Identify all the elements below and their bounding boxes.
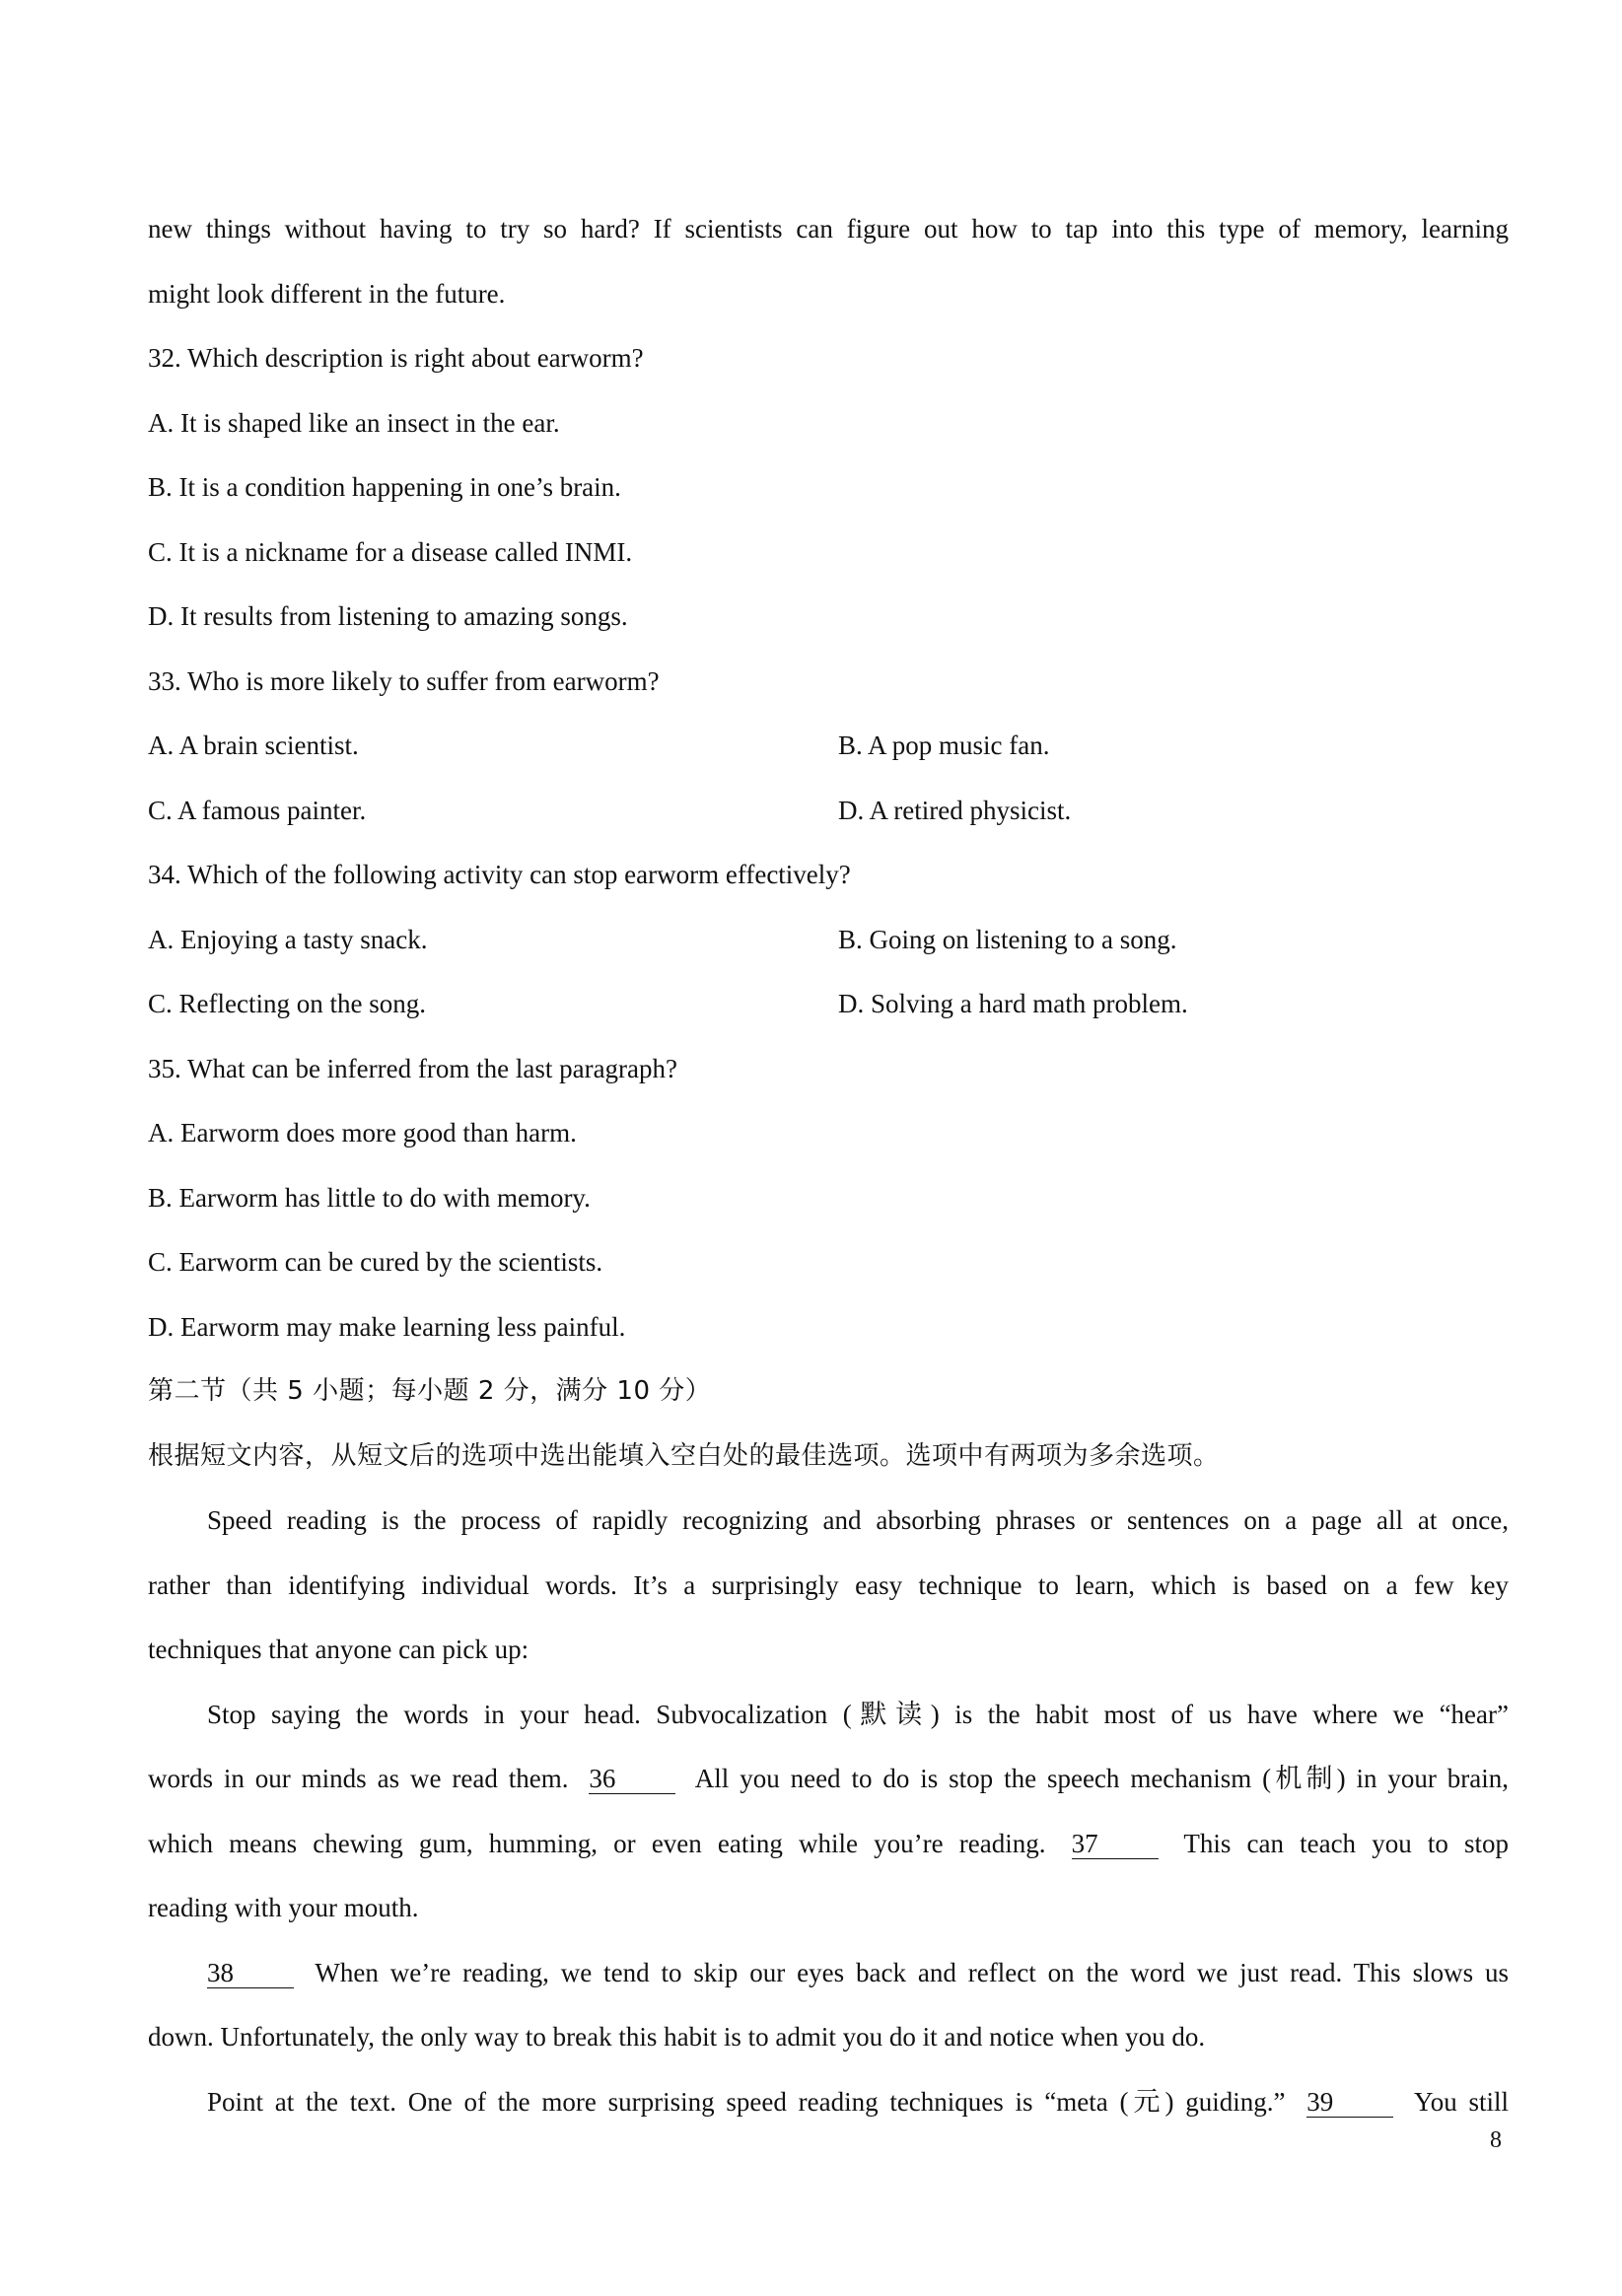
passage-text-line: techniques that anyone can pick up: [148, 1635, 529, 1664]
question-stem: 34. Which of the following activity can stop earworm effectively? [148, 860, 851, 889]
passage-text-fragment: All you need to do is stop the speech mechanism (机制) in your brain, [694, 1764, 1510, 1793]
answer-option: C. Earworm can be cured by the scientists. [148, 1247, 603, 1277]
answer-option: B. A pop music fan. [838, 731, 1050, 760]
option-row [148, 908, 1509, 973]
question-stem: 33. Who is more likely to suffer from earworm? [148, 665, 660, 696]
page-number: 8 [1490, 2127, 1502, 2153]
passage-text-line: Speed reading is the process of rapidly recognizing and absorbing phrases or sentences on a page all at once, [207, 1505, 1509, 1535]
question-stem: 32. Which description is right about earworm? [148, 343, 644, 373]
answer-option: C. It is a nickname for a disease called INMI. [148, 536, 633, 567]
passage-text-fragment: which means chewing gum, humming, or even eating while you’re reading. [148, 1828, 1046, 1858]
answer-blank-36[interactable]: 36 [589, 1764, 675, 1794]
passage-text-line [148, 1747, 1509, 1812]
passage-text-fragment: When we’re reading, we tend to skip our eyes back and reflect on the word we just read. This slows us [315, 1957, 1509, 1987]
passage-text-line: down. Unfortunately, the only way to break this habit is to admit you do it and notice when you do. [148, 2022, 1206, 2052]
document-page [148, 197, 1509, 2134]
answer-option: B. Earworm has little to do with memory. [148, 1182, 591, 1213]
answer-option: C. A famous painter. [148, 795, 367, 825]
answer-option: A. It is shaped like an insect in the ear. [148, 407, 560, 438]
answer-blank-37[interactable]: 37 [1072, 1829, 1159, 1859]
answer-option: D. Earworm may make learning less painful. [148, 1311, 626, 1342]
answer-blank-38[interactable]: 38 [207, 1958, 294, 1988]
answer-option: A. Enjoying a tasty snack. [148, 924, 428, 954]
answer-option: A. A brain scientist. [148, 731, 359, 760]
answer-option: B. It is a condition happening in one’s brain. [148, 472, 621, 502]
passage-text-fragment: words in our minds as we read them. [148, 1764, 569, 1793]
answer-option: C. Reflecting on the song. [148, 989, 426, 1018]
passage-text-line: new things without having to try so hard? If scientists can figure out how to tap into this type of memory, learning [148, 214, 1509, 244]
passage-text-line [148, 1812, 1509, 1877]
option-row [148, 714, 1509, 779]
section-instruction: 根据短文内容，从短文后的选项中选出能填入空白处的最佳选项。选项中有两项为多余选项。 [148, 1440, 1220, 1471]
answer-option: D. It results from listening to amazing songs. [148, 601, 628, 631]
section-heading: 第二节（共 5 小题；每小题 2 分，满分 10 分） [148, 1376, 712, 1406]
answer-option: B. Going on listening to a song. [838, 924, 1177, 954]
option-row [148, 779, 1509, 844]
passage-text-line [148, 1941, 1509, 2006]
passage-text-fragment: This can teach you to stop [1183, 1828, 1510, 1858]
passage-text-line: might look different in the future. [148, 278, 506, 309]
passage-text-line [148, 2070, 1509, 2135]
answer-blank-39[interactable]: 39 [1306, 2087, 1393, 2118]
answer-option: D. Solving a hard math problem. [838, 989, 1188, 1018]
passage-text-fragment: Point at the text. One of the more surprising speed reading techniques is “meta (元) guiding.” [207, 2086, 1286, 2117]
answer-option: D. A retired physicist. [838, 795, 1072, 825]
passage-text-line: rather than identifying individual words. It’s a surprisingly easy technique to learn, which is based on a few key [148, 1569, 1509, 1600]
answer-option: A. Earworm does more good than harm. [148, 1118, 577, 1148]
passage-text-fragment: You still [1413, 2086, 1510, 2117]
passage-text-line: Stop saying the words in your head. Subvocalization (默读) is the habit most of us have where we “hear” [207, 1699, 1509, 1729]
passage-text-line: reading with your mouth. [148, 1893, 419, 1922]
question-stem: 35. What can be inferred from the last paragraph? [148, 1053, 678, 1083]
option-row [148, 972, 1509, 1037]
